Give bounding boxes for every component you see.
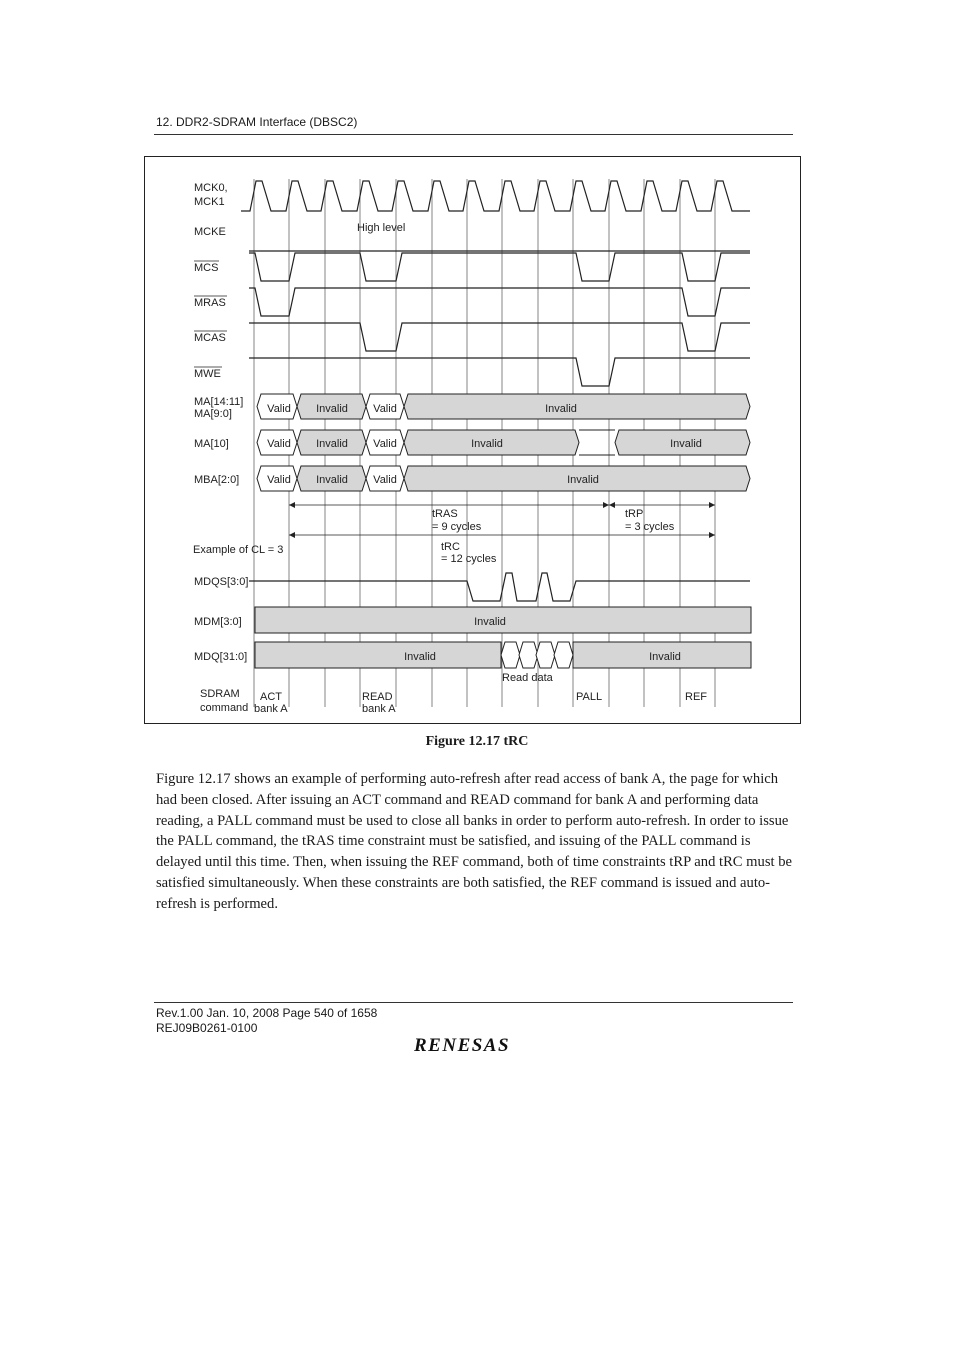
footer-rule — [154, 1002, 793, 1003]
renesas-logo — [412, 1034, 534, 1056]
read-data-beat-2 — [536, 642, 555, 668]
trc-arrow-head-right — [709, 532, 715, 538]
ma-invalid-2: Invalid — [545, 403, 577, 415]
ma-invalid-1: Invalid — [316, 403, 348, 415]
mcas-waveform — [249, 323, 750, 351]
body-paragraph: Figure 12.17 shows an example of performing auto-refresh after read access of bank A, the page for which had been closed. After issuing an ACT command and READ command for bank A and performing data reading, a PALL command must be used to close all banks in order to perform auto-refresh. In order to issue the PALL command, the tRAS time constraint must be satisfied, and issuing of the PALL command is delayed until this time. Then, when issuing the REF command, both of time constraints tRP and tRC must be satisfied simultaneously. When these constraints are both satisfied, the REF command is issued and auto-refresh is performed. — [156, 771, 792, 912]
mck-waveform — [241, 181, 750, 211]
waveforms — [241, 181, 751, 668]
trc-arrow-head-left — [289, 532, 295, 538]
mwe-label: MWE — [194, 368, 221, 380]
mck-label-1: MCK0, — [194, 182, 228, 194]
ma10-label: MA[10] — [194, 438, 229, 450]
mba-valid-2: Valid — [373, 474, 397, 486]
active-low-overbars — [194, 261, 227, 367]
trc-label-2: = 12 cycles — [441, 553, 497, 565]
mcs-waveform — [249, 253, 750, 281]
sdram-commands — [254, 691, 707, 715]
act-command-1: ACT — [260, 691, 282, 703]
trp-arrow-head-left — [609, 502, 615, 508]
mras-label: MRAS — [194, 297, 226, 309]
trp-label-1: tRP — [625, 508, 644, 520]
timing-diagram-figure — [144, 156, 801, 724]
renesas-logo-text: RENESAS — [414, 1035, 511, 1056]
act-command-2: bank A — [254, 703, 288, 715]
ma10-invalid-2: Invalid — [471, 438, 503, 450]
mdq-invalid-2: Invalid — [649, 651, 681, 663]
section-title: 12. DDR2-SDRAM Interface (DBSC2) — [156, 115, 358, 129]
mdq-bus-left — [255, 642, 501, 668]
mba-label: MBA[2:0] — [194, 474, 240, 486]
tras-arrow-head-right — [603, 502, 609, 508]
read-data-label: Read data — [502, 672, 553, 684]
mcs-label: MCS — [194, 262, 219, 274]
mdm-invalid: Invalid — [474, 616, 506, 628]
mck-label-2: MCK1 — [194, 196, 225, 208]
ref-command: REF — [685, 691, 707, 703]
mba-invalid-1: Invalid — [316, 474, 348, 486]
ma10-invalid-3: Invalid — [670, 438, 702, 450]
header-rule — [154, 134, 793, 135]
ma10-valid-2: Valid — [373, 438, 397, 450]
ma-bus-segment-3 — [404, 394, 750, 419]
ma-valid-2: Valid — [373, 403, 397, 415]
revision-info: Rev.1.00 Jan. 10, 2008 Page 540 of 1658 — [156, 1006, 378, 1020]
sdram-command-label-2: command — [200, 702, 249, 714]
mba-valid-1: Valid — [267, 474, 291, 486]
mdm-label: MDM[3:0] — [194, 616, 242, 628]
tras-label-1: tRAS — [432, 508, 458, 520]
ma-high-label-1: MA[14:11] — [194, 396, 244, 408]
mba-invalid-2: Invalid — [567, 474, 599, 486]
figure-caption: Figure 12.17 tRC — [425, 734, 529, 749]
read-data-beat-3 — [554, 642, 573, 668]
read-command-2: bank A — [362, 703, 396, 715]
mcas-label: MCAS — [194, 332, 226, 344]
sdram-command-label-1: SDRAM — [200, 688, 240, 700]
document-number: REJ09B0261-0100 — [156, 1021, 258, 1035]
mdq-label: MDQ[31:0] — [194, 651, 248, 663]
ma-high-label-2: MA[9:0] — [194, 408, 232, 420]
mwe-waveform — [249, 358, 750, 386]
timing-diagram — [145, 157, 800, 723]
mcke-label: MCKE — [194, 226, 226, 238]
trc-label-1: tRC — [441, 541, 460, 553]
read-data-beat-1 — [519, 642, 538, 668]
ma10-valid-1: Valid — [267, 438, 291, 450]
high-level-annotation: High level — [357, 222, 406, 234]
tras-arrow-head-left — [289, 502, 295, 508]
read-command-1: READ — [362, 691, 393, 703]
mdqs-waveform — [249, 573, 750, 601]
read-data-beat-0 — [501, 642, 520, 668]
trp-arrow-head-right — [709, 502, 715, 508]
trp-label-2: = 3 cycles — [625, 521, 675, 533]
pall-command: PALL — [576, 691, 603, 703]
ma-valid-1: Valid — [267, 403, 291, 415]
mdqs-label: MDQS[3:0] — [194, 576, 249, 588]
example-cl-label: Example of CL = 3 — [193, 544, 284, 556]
tras-label-2: = 9 cycles — [432, 521, 482, 533]
ma10-invalid-1: Invalid — [316, 438, 348, 450]
mras-waveform — [249, 288, 750, 316]
mdq-invalid-1: Invalid — [404, 651, 436, 663]
